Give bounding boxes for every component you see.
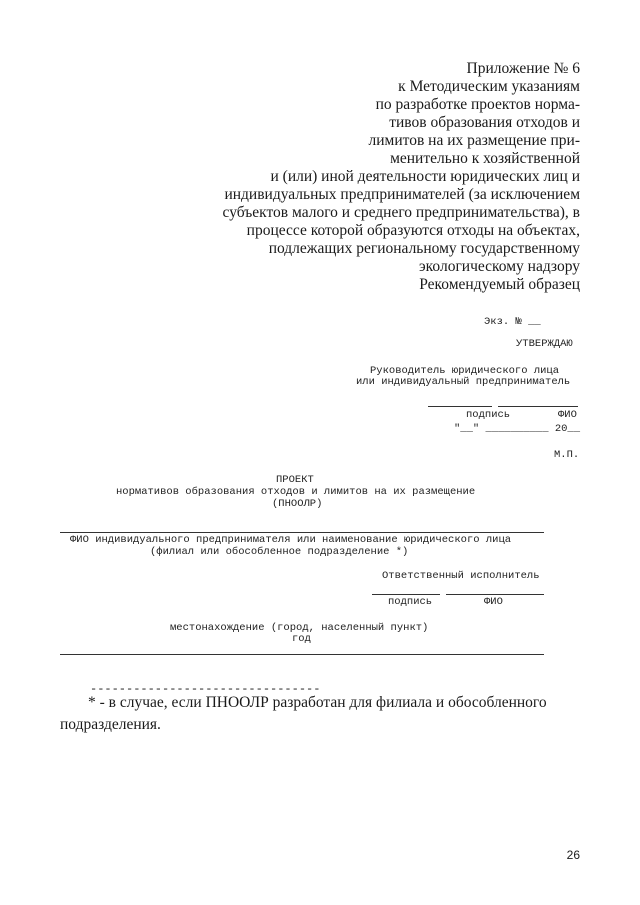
header-line: менительно к хозяйственной <box>390 150 580 167</box>
header-line: экологическому надзору <box>419 258 580 275</box>
signature-underline <box>428 406 492 407</box>
page-number: 26 <box>566 848 580 862</box>
year-label: год <box>292 633 311 645</box>
project-title: нормативов образования отходов и лимитов на их размещение <box>116 486 476 498</box>
responsible-executor: Ответственный исполнитель <box>382 570 540 582</box>
project-heading: ПРОЕКТ <box>276 474 314 486</box>
head-title-line1: Руководитель юридического лица <box>370 365 560 377</box>
executor-fio-underline <box>446 594 544 595</box>
organization-line2: (филиал или обособленное подразделение *) <box>150 546 409 558</box>
signature-label: подпись <box>466 409 511 421</box>
approval-date: "__" __________ 20__ <box>454 423 581 435</box>
recommended-sample-label: Рекомендуемый образец <box>419 276 580 293</box>
header-line: индивидуальных предпринимателей (за исключением <box>224 186 580 203</box>
executor-signature-underline <box>372 594 440 595</box>
header-line: подлежащих региональному государственному <box>268 240 580 257</box>
organization-line1: ФИО индивидуального предпринимателя или наименование юридического лица <box>70 534 512 546</box>
stamp-label: М.П. <box>554 449 580 461</box>
approve-heading: УТВЕРЖДАЮ <box>516 338 573 350</box>
header-line: лимитов на их размещение при- <box>368 132 580 149</box>
fio-underline <box>498 406 578 407</box>
copy-number: Экз. № __ <box>484 316 541 328</box>
header-line: и (или) иной деятельности юридических лиц и <box>270 168 580 185</box>
fio-label: ФИО <box>558 409 577 421</box>
project-abbreviation: (ПНООЛР) <box>272 498 323 510</box>
footnote-text: * - в случае, если ПНООЛР разработан для филиала и обособленного подразделения. <box>60 694 547 733</box>
location-underline <box>60 654 544 655</box>
location-label: местонахождение (город, населенный пункт) <box>170 622 429 634</box>
head-title-line2: или индивидуальный предприниматель <box>356 376 571 388</box>
header-line: процессе которой образуются отходы на объектах, <box>246 222 580 239</box>
executor-fio-label: ФИО <box>484 596 503 608</box>
header-line: к Методическим указаниям <box>398 78 580 95</box>
footnote-separator: -------------------------------- <box>90 682 321 696</box>
executor-signature-label: подпись <box>388 596 433 608</box>
header-line: по разработке проектов норма- <box>375 96 580 113</box>
organization-underline <box>60 532 544 533</box>
appendix-title: Приложение № 6 <box>466 60 580 77</box>
header-line: субъектов малого и среднего предпринимательства), в <box>222 204 580 221</box>
header-line: тивов образования отходов и <box>389 114 580 131</box>
